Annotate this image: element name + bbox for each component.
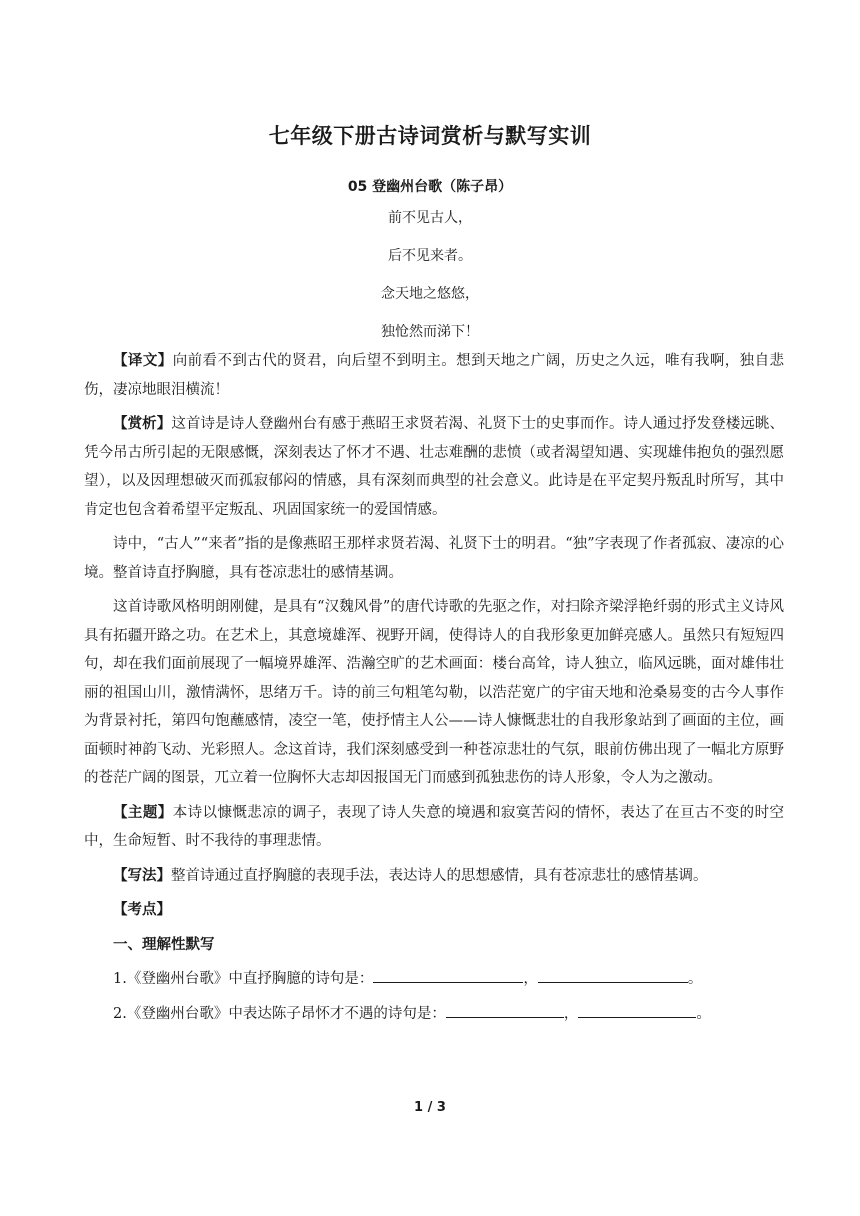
answer-blank[interactable] bbox=[578, 1001, 696, 1018]
writing-paragraph bbox=[84, 862, 784, 891]
theme-text: 本诗以慷慨悲凉的调子，表现了诗人失意的境遇和寂寞苦闷的情怀，表达了在亘古不变的时空中，生命短暂、时不我待的事理悲情。 bbox=[84, 804, 785, 849]
key-points-paragraph bbox=[84, 896, 784, 925]
poem-line: 念天地之悠悠， bbox=[381, 286, 479, 302]
poem-line: 后不见来者。 bbox=[388, 248, 472, 264]
appreciation-text: 这首诗是诗人登幽州台有感于燕昭王求贤若渴、礼贤下士的史事而作。诗人通过抒发登楼远眺、凭今吊古所引起的无限感慨，深刻表达了怀才不遇、壮志难酬的悲愤（或者渴望知遇、实现雄伟抱负的强烈愿望），以及因理想破灭而孤寂郁闷的情感，具有深刻而典型的社会意义。此诗是在平定契丹叛乱时所写，其中肯定也包含着希望平定叛乱、巩固国家统一的爱国情感。 bbox=[84, 416, 784, 518]
question-2-end: 。 bbox=[696, 1005, 711, 1022]
appreciation-tag: 【赏析】 bbox=[113, 416, 172, 432]
question-2 bbox=[84, 1000, 784, 1029]
question-1-separator: ， bbox=[523, 971, 538, 987]
writing-tag: 【写法】 bbox=[113, 867, 171, 884]
theme-tag: 【主题】 bbox=[113, 804, 173, 821]
page-title: 七年级下册古诗词赏析与默写实训 bbox=[268, 124, 592, 148]
question-1-end: 。 bbox=[687, 971, 703, 987]
question-2-text: 2.《登幽州台歌》中表达陈子昂怀才不遇的诗句是： bbox=[113, 1005, 446, 1022]
poem-line: 独怆然而涕下！ bbox=[381, 324, 479, 340]
page-number: 1 / 3 bbox=[414, 1100, 446, 1115]
analysis-paragraph: 诗中，“古人”“来者”指的是像燕昭王那样求贤若渴、礼贤下士的明君。“独”字表现了作者孤寂、凄凉的心境。整首诗直抒胸臆，具有苍凉悲壮的感情基调。 bbox=[84, 536, 784, 581]
theme-paragraph bbox=[84, 799, 784, 856]
appreciation-paragraph bbox=[84, 410, 784, 524]
answer-blank[interactable] bbox=[538, 966, 688, 983]
question-1-text: 1.《登幽州台歌》中直抒胸臆的诗句是： bbox=[113, 971, 374, 987]
poem-text bbox=[0, 204, 860, 356]
style-paragraph: 这首诗歌风格明朗刚健，是具有“汉魏风骨”的唐代诗歌的先驱之作，对扫除齐梁浮艳纤弱的形式主义诗风具有拓疆开路之功。在艺术上，其意境雄浑、视野开阔，使得诗人的自我形象更加鲜亮感人。虽然只有短短四句，却在我们面前展现了一幅境界雄浑、浩瀚空旷的艺术画面：楼台高耸，诗人独立，临风远眺，面对雄伟壮丽的祖国山川，激情满怀，思绪万千。诗的前三句粗笔勾勒，以浩茫宽广的宇宙天地和沧桑易变的古今人事作为背景衬托，第四句饱蘸感情，凌空一笔，使抒情主人公——诗人慷慨悲壮的自我形象站到了画面的主位，画面顿时神韵飞动、光彩照人。念这首诗，我们深刻感受到一种苍凉悲壮的气氛，眼前仿佛出现了一幅北方原野的苍茫广阔的图景，兀立着一位胸怀大志却因报国无门而感到孤独悲伤的诗人形象，令人为之激动。 bbox=[84, 599, 784, 786]
key-points-tag: 【考点】 bbox=[113, 902, 171, 918]
question-2-separator: ， bbox=[563, 1005, 579, 1022]
poem-line: 前不见古人， bbox=[388, 210, 472, 226]
translation-paragraph bbox=[84, 347, 784, 404]
writing-text: 整首诗通过直抒胸臆的表现手法，表达诗人的思想感情，具有苍凉悲壮的感情基调。 bbox=[171, 867, 708, 884]
document-body bbox=[84, 347, 784, 1034]
translation-tag: 【译文】 bbox=[113, 353, 173, 369]
section-heading: 一、理解性默写 bbox=[113, 936, 215, 953]
question-1 bbox=[84, 965, 784, 994]
answer-blank[interactable] bbox=[373, 966, 523, 983]
answer-blank[interactable] bbox=[446, 1001, 564, 1018]
poem-heading: 05 登幽州台歌（陈子昂） bbox=[347, 179, 513, 195]
translation-text: 向前看不到古代的贤君，向后望不到明主。想到天地之广阔，历史之久远，唯有我啊，独自悲伤，凄凉地眼泪横流！ bbox=[84, 353, 785, 398]
